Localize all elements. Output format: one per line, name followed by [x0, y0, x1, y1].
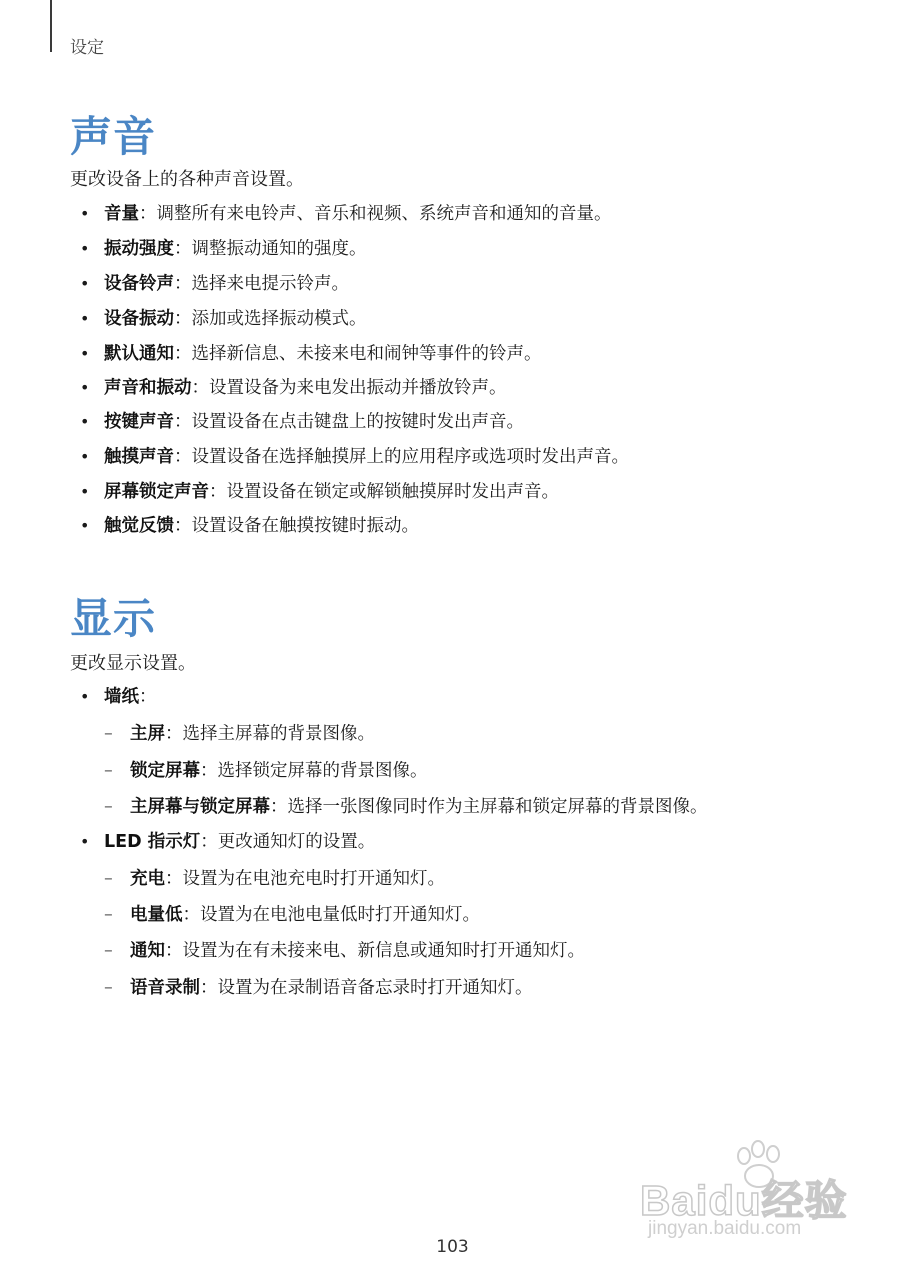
header-rule: [50, 0, 52, 52]
item-term: 主屏幕与锁定屏幕: [130, 797, 270, 817]
dash-icon: –: [104, 797, 113, 817]
item-desc: ：添加或选择振动模式。: [174, 309, 367, 329]
item-desc: ：设置为在电池充电时打开通知灯。: [165, 869, 445, 889]
bullet-icon: •: [80, 274, 90, 293]
item-term: 锁定屏幕: [130, 761, 200, 781]
header-section-label: 设定: [70, 38, 104, 58]
item-term: 声音和振动: [104, 378, 192, 398]
item-desc: ：选择一张图像同时作为主屏幕和锁定屏幕的背景图像。: [270, 797, 708, 817]
item-desc: ：设置设备为来电发出振动并播放铃声。: [191, 378, 507, 398]
item-desc: ：设置设备在触摸按键时振动。: [174, 516, 419, 536]
item-desc: ：调整所有来电铃声、音乐和视频、系统声音和通知的音量。: [139, 204, 612, 224]
bullet-icon: •: [80, 482, 90, 501]
bullet-icon: •: [80, 412, 90, 431]
item-term: 音量: [104, 204, 139, 224]
item-desc: ：设置设备在点击键盘上的按键时发出声音。: [174, 412, 524, 432]
dash-icon: –: [104, 869, 113, 889]
item-desc: ：设置为在录制语音备忘录时打开通知灯。: [200, 978, 533, 998]
item-term: 设备铃声: [104, 274, 174, 294]
bullet-icon: •: [80, 687, 90, 706]
item-term: 通知: [130, 941, 165, 961]
item-term: LED 指示灯: [104, 832, 201, 852]
baidu-watermark: [640, 1140, 855, 1245]
item-term: 按键声音: [104, 412, 174, 432]
item-desc: ：选择新信息、未接来电和闹钟等事件的铃声。: [174, 344, 542, 364]
bullet-icon: •: [80, 204, 90, 223]
dash-icon: –: [104, 724, 113, 744]
item-term: 默认通知: [104, 344, 174, 364]
sound-intro: 更改设备上的各种声音设置。: [70, 169, 304, 190]
item-desc: ：: [139, 687, 157, 707]
dash-icon: –: [104, 905, 113, 925]
bullet-icon: •: [80, 516, 90, 535]
dash-icon: –: [104, 761, 113, 781]
dash-icon: –: [104, 978, 113, 998]
item-term: 触觉反馈: [104, 516, 174, 536]
item-desc: ：选择来电提示铃声。: [174, 274, 349, 294]
item-term: 屏幕锁定声音: [104, 482, 209, 502]
watermark-brand: Baidu经验: [640, 1177, 848, 1224]
bullet-icon: •: [80, 447, 90, 466]
page-number: 103: [436, 1237, 469, 1257]
sound-section-title: 声音: [70, 112, 157, 161]
item-desc: ：设置设备在锁定或解锁触摸屏时发出声音。: [209, 482, 559, 502]
bullet-icon: •: [80, 378, 90, 397]
item-term: 振动强度: [104, 239, 174, 259]
item-desc: ：选择主屏幕的背景图像。: [165, 724, 375, 744]
watermark-url: jingyan.baidu.com: [648, 1218, 802, 1239]
item-term: 设备振动: [104, 309, 174, 329]
item-desc: ：更改通知灯的设置。: [200, 832, 376, 852]
display-section-title: 显示: [70, 594, 157, 643]
item-desc: ：设置为在有未接来电、新信息或通知时打开通知灯。: [165, 941, 585, 961]
display-intro: 更改显示设置。: [70, 653, 196, 674]
dash-icon: –: [104, 941, 113, 961]
bullet-icon: •: [80, 344, 90, 363]
item-term: 电量低: [130, 905, 183, 925]
item-term: 语音录制: [130, 978, 200, 998]
bullet-icon: •: [80, 309, 90, 328]
bullet-icon: •: [80, 239, 90, 258]
item-desc: ：选择锁定屏幕的背景图像。: [200, 761, 428, 781]
item-desc: ：设置设备在选择触摸屏上的应用程序或选项时发出声音。: [174, 447, 629, 467]
item-term: 墙纸: [104, 687, 139, 707]
item-term: 主屏: [130, 724, 165, 744]
bullet-icon: •: [80, 832, 90, 851]
item-desc: ：设置为在电池电量低时打开通知灯。: [182, 905, 480, 925]
item-term: 充电: [130, 869, 165, 889]
item-term: 触摸声音: [104, 447, 174, 467]
item-desc: ：调整振动通知的强度。: [174, 239, 367, 259]
